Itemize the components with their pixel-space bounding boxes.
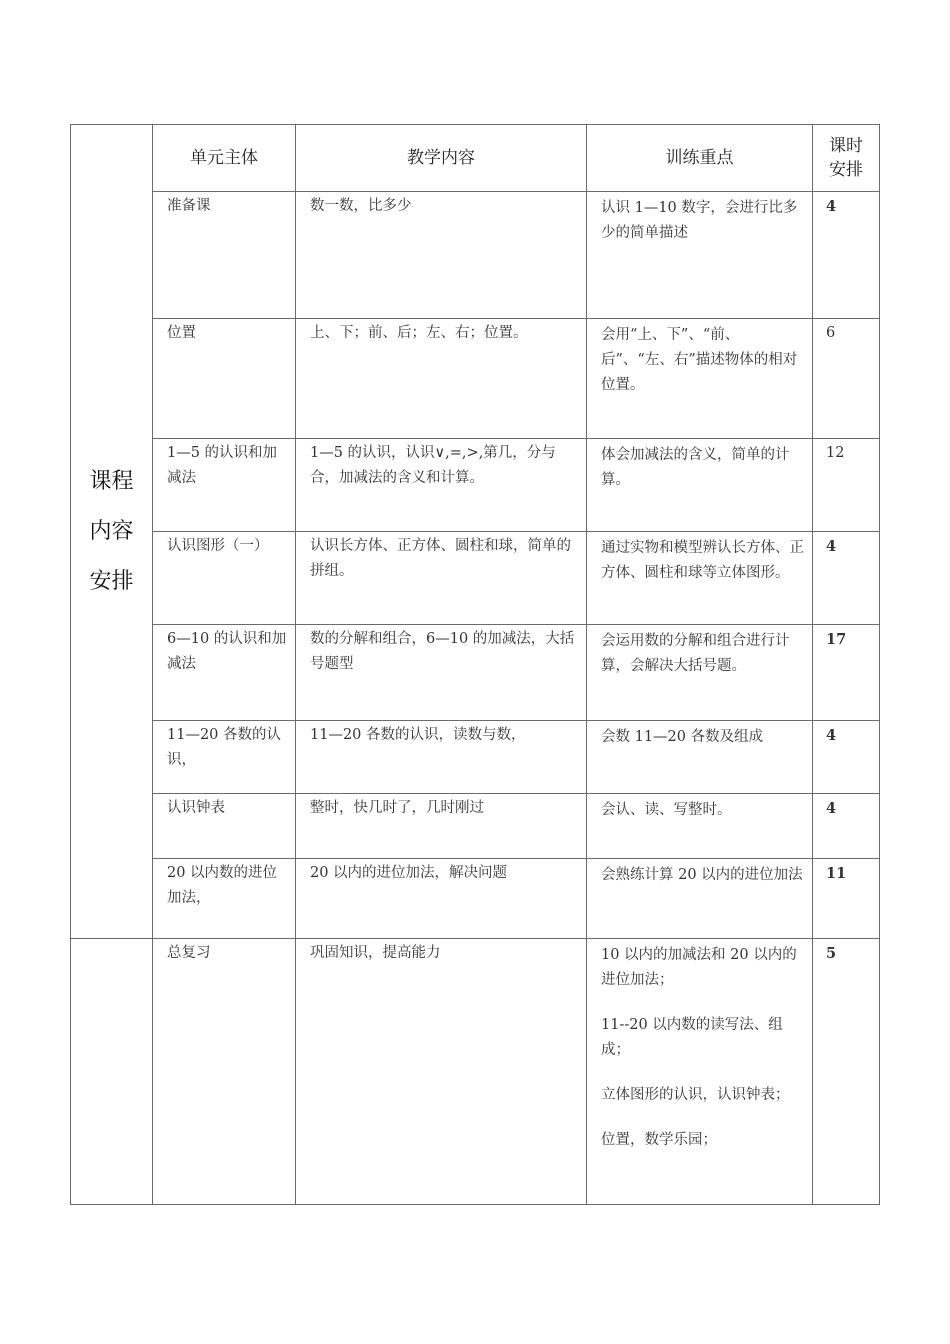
focus-cell: 认识 1—10 数字，会进行比多少的简单描述 [587, 192, 813, 319]
unit-cell: 20 以内数的进位加法， [153, 859, 296, 939]
header-hours [813, 125, 880, 192]
review-focus-item: 立体图形的认识，认识钟表； [601, 1087, 790, 1103]
unit-cell: 6—10 的认识和加减法 [153, 625, 296, 721]
unit-cell: 总复习 [153, 939, 296, 1205]
side-label-line: 课程 [89, 468, 134, 494]
focus-cell [587, 939, 813, 1205]
hours-cell: 12 [813, 439, 880, 532]
hours-cell: 4 [813, 532, 880, 625]
content-cell: 数一数，比多少 [296, 192, 587, 319]
hours-cell: 6 [813, 319, 880, 439]
hours-cell: 5 [813, 939, 880, 1205]
header-content: 教学内容 [296, 125, 587, 192]
unit-cell: 认识钟表 [153, 794, 296, 859]
table-row [71, 319, 880, 439]
unit-cell: 认识图形（一） [153, 532, 296, 625]
review-focus-item: 11--20 以内数的读写法、组成； [601, 1017, 783, 1058]
table-row [71, 859, 880, 939]
review-focus-item: 位置，数学乐园； [601, 1132, 717, 1148]
content-cell: 上、下；前、后；左、右；位置。 [296, 319, 587, 439]
focus-cell: 会熟练计算 20 以内的进位加法 [587, 859, 813, 939]
side-label-line: 内容 [89, 518, 134, 544]
hours-cell: 4 [813, 794, 880, 859]
header-hours-line: 安排 [829, 160, 863, 180]
table-row [71, 192, 880, 319]
table-row [71, 794, 880, 859]
header-focus: 训练重点 [587, 125, 813, 192]
table-row [71, 532, 880, 625]
review-side-cell [71, 939, 153, 1205]
hours-cell: 11 [813, 859, 880, 939]
hours-cell: 17 [813, 625, 880, 721]
course-schedule-table [70, 124, 880, 1205]
header-unit: 单元主体 [153, 125, 296, 192]
content-cell: 数的分解和组合，6—10 的加减法，大括号题型 [296, 625, 587, 721]
side-label-cell [71, 125, 153, 939]
side-label-line: 安排 [89, 568, 134, 594]
content-cell: 11—20 各数的认识，读数与数， [296, 721, 587, 794]
table-row [71, 439, 880, 532]
focus-cell: 会用“上、下”、“前、后”、“左、右”描述物体的相对位置。 [587, 319, 813, 439]
hours-cell: 4 [813, 721, 880, 794]
header-row [71, 125, 880, 192]
content-cell: 1—5 的认识，认识∨,=,>,第几，分与合，加减法的含义和计算。 [296, 439, 587, 532]
review-row [71, 939, 880, 1205]
focus-cell: 体会加减法的含义，简单的计算。 [587, 439, 813, 532]
content-cell: 巩固知识，提高能力 [296, 939, 587, 1205]
content-cell: 整时，快几时了，几时刚过 [296, 794, 587, 859]
content-cell: 20 以内的进位加法，解决问题 [296, 859, 587, 939]
table-row [71, 625, 880, 721]
unit-cell: 11—20 各数的认识， [153, 721, 296, 794]
focus-cell: 会认、读、写整时。 [587, 794, 813, 859]
focus-cell: 会运用数的分解和组合进行计算，会解决大括号题。 [587, 625, 813, 721]
table-row [71, 721, 880, 794]
content-cell: 认识长方体、正方体、圆柱和球，简单的拼组。 [296, 532, 587, 625]
review-focus-item: 10 以内的加减法和 20 以内的进位加法； [601, 947, 797, 988]
hours-cell: 4 [813, 192, 880, 319]
unit-cell: 1—5 的认识和加减法 [153, 439, 296, 532]
header-hours-line: 课时 [829, 136, 863, 156]
focus-cell: 通过实物和模型辨认长方体、正方体、圆柱和球等立体图形。 [587, 532, 813, 625]
unit-cell: 准备课 [153, 192, 296, 319]
focus-cell: 会数 11—20 各数及组成 [587, 721, 813, 794]
unit-cell: 位置 [153, 319, 296, 439]
